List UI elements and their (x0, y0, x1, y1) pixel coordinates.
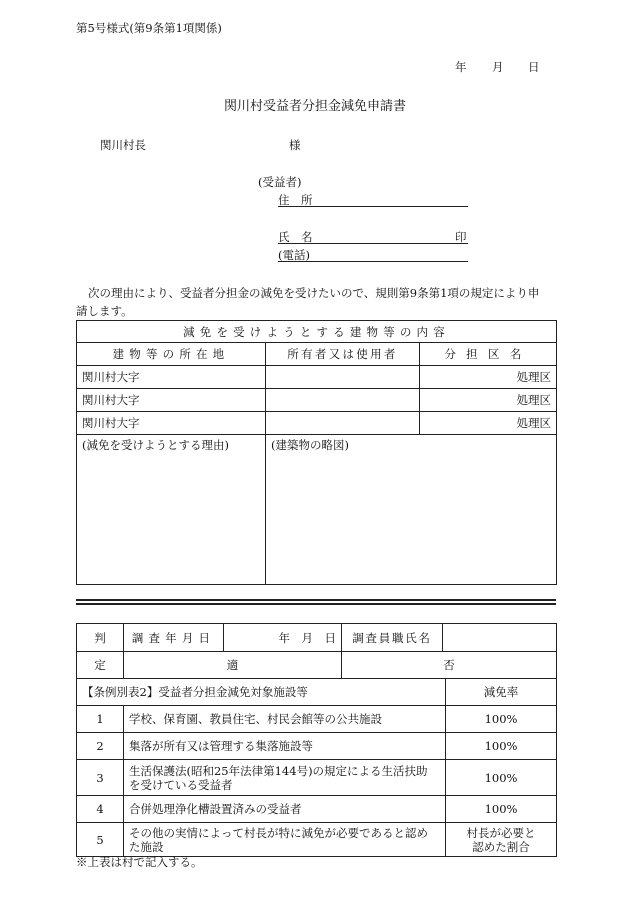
column-owner: 所有者又は使用者 (266, 343, 420, 366)
intro-text-line2: 請します。 (76, 304, 133, 318)
row-2-district: 処理区 (420, 389, 557, 412)
building-table-header: 減免を受けようとする建物等の内容 (77, 321, 557, 343)
row-1-owner (266, 366, 420, 389)
surveyor-label: 調査員職氏名 (342, 624, 443, 652)
judgment-table (76, 623, 557, 679)
column-district: 分担区名 (420, 343, 557, 366)
facility-rate: 100% (446, 760, 557, 796)
facilities-header: 【条例別表2】受益者分担金減免対象施設等 (77, 679, 446, 706)
facility-rate: 100% (446, 796, 557, 823)
address-label: 住 所 (278, 193, 313, 207)
addressee-name: 関川村長 (100, 138, 146, 152)
row-3-location: 関川村大字 (77, 412, 266, 435)
facility-rate: 村長が必要と 認めた割合 (446, 823, 557, 857)
approve-option: 適 (124, 652, 342, 679)
row-1-district: 処理区 (420, 366, 557, 389)
name-label: 氏 名 (278, 230, 313, 244)
separator-bottom (76, 603, 556, 605)
row-1-location: 関川村大字 (77, 366, 266, 389)
reject-option: 否 (342, 652, 557, 679)
facility-desc: 生活保護法(昭和25年法律第144号)の規定による生活扶助 を受けている受益者 (124, 760, 446, 796)
intro-text-line1: 次の理由により、受益者分担金の減免を受けたいので、規則第9条第1項の規定により申 (88, 286, 540, 300)
form-number: 第5号様式(第9条第1項関係) (76, 21, 222, 35)
facility-rate: 100% (446, 733, 557, 760)
date-day: 日 (528, 60, 540, 74)
survey-date-label: 調査年月日 (124, 624, 224, 652)
facility-rate: 100% (446, 706, 557, 733)
date-year: 年 (455, 60, 467, 74)
row-2-location: 関川村大字 (77, 389, 266, 412)
facilities-table (76, 678, 557, 857)
rate-header: 減免率 (446, 679, 557, 706)
date-month: 月 (492, 60, 504, 74)
document-title: 関川村受益者分担金減免申請書 (223, 99, 406, 114)
facility-desc: 集落が所有又は管理する集落施設等 (124, 733, 446, 760)
phone-line (278, 261, 468, 262)
survey-date-value: 年 月 日 (224, 624, 342, 652)
judgment-label-2: 定 (77, 652, 124, 679)
row-3-district: 処理区 (420, 412, 557, 435)
row-3-owner (266, 412, 420, 435)
row-2-owner (266, 389, 420, 412)
facility-no: 3 (77, 760, 124, 796)
reason-label: (減免を受けようとする理由) (77, 435, 266, 585)
separator-top (76, 599, 556, 601)
facility-desc: その他の実情によって村長が特に減免が必要であると認め た施設 (124, 823, 446, 857)
facility-desc: 合併処理浄化槽設置済みの受益者 (124, 796, 446, 823)
applicant-heading: (受益者) (258, 175, 302, 189)
judgment-label-1: 判 (77, 624, 124, 652)
name-line (278, 243, 468, 244)
address-line (278, 206, 468, 207)
facility-no: 2 (77, 733, 124, 760)
building-table (76, 320, 557, 585)
footnote: ※上表は村で記入する。 (76, 855, 203, 869)
facility-no: 5 (77, 823, 124, 857)
seal-mark: 印 (455, 230, 467, 244)
column-location: 建物等の所在地 (77, 343, 266, 366)
facility-no: 1 (77, 706, 124, 733)
facility-desc: 学校、保育園、教員住宅、村民会館等の公共施設 (124, 706, 446, 733)
phone-label: (電話) (278, 248, 310, 262)
facility-no: 4 (77, 796, 124, 823)
surveyor-value (443, 624, 557, 652)
addressee-honorific: 様 (289, 138, 301, 152)
sketch-label: (建築物の略図) (266, 435, 557, 585)
